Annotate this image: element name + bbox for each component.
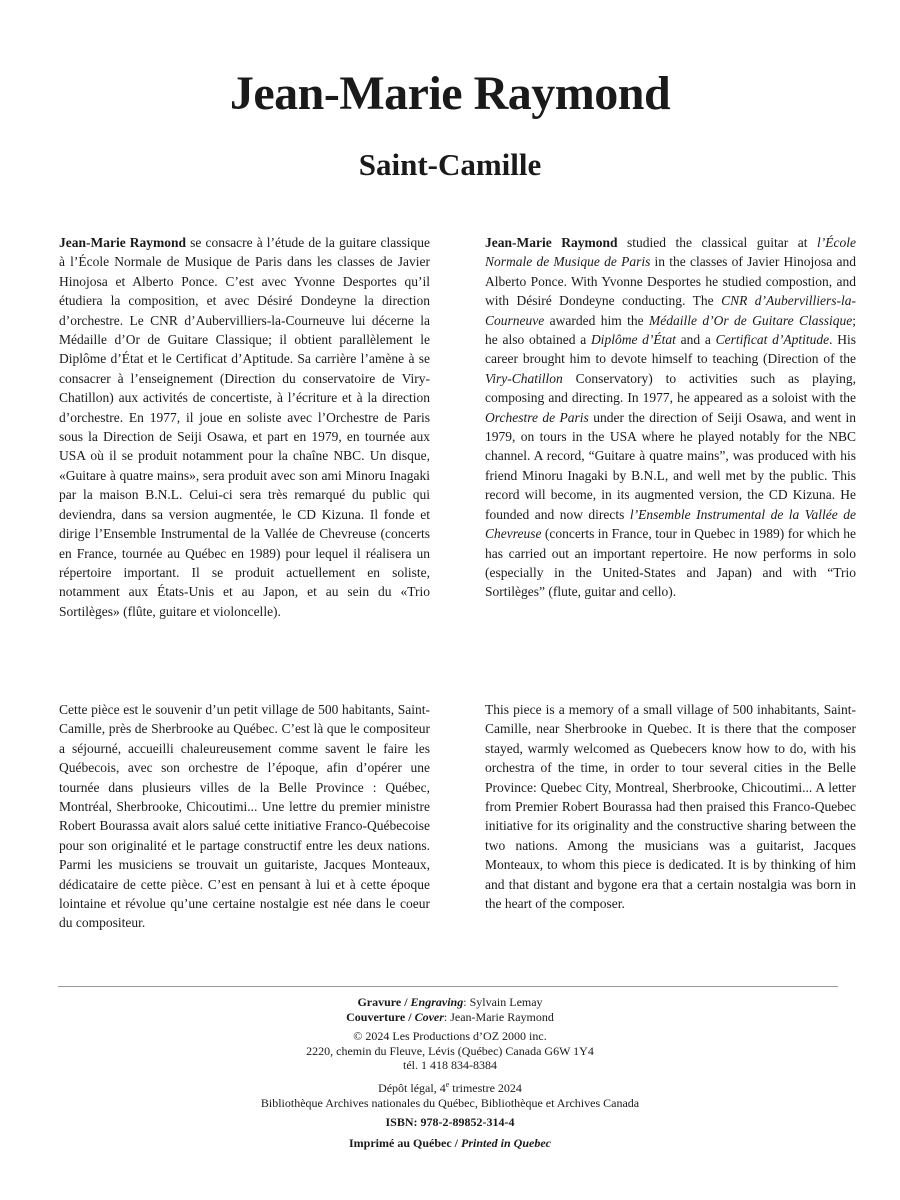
footer-divider — [58, 986, 838, 987]
copyright: © 2024 Les Productions d’OZ 2000 inc. — [353, 1029, 547, 1044]
biography-french-text: se consacre à l’étude de la guitare classique à l’École Normale de Musique de Paris dans les classes de Javier Hinojosa et Alberto Ponce. C’est avec Yvonne Desportes qu’il étudiera la composition, et avec Désiré Dondeyne la direction d’orchestre. Le CNR d’Aubervilliers-la-Courneuve lui décerne la Médaille d’Or de Guitare Classique; il obtient parallèlement le Diplôme d’État et le Certificat d’Aptitude. Sa carrière l’amène à se consacrer à l’enseignement (Direction du conservatoire de Viry-Chatillon) aux activités de concertiste, à l’écriture et à la direction d’orchestre. En 1977, il joue en soliste avec l’Orchestre de Paris sous la Direction de Seiji Osawa, et part en 1979, en tournée aux USA où il se produit notamment pour la chaîne NBC. Un disque, «Guitare à quatre mains», sera produit avec son ami Minoru Inagaki par la maison B.N.L. Celui-ci sera très remarqué du public qui deviendra, dans sa version augmentée, le CD Kizuna. Il fonde et dirige l’Ensemble Instrumental de la Vallée de Chevreuse (concerts en France, tournée au Québec en 1989) pour lequel il réalisera un répertoire important. Il se produit actuellement en soliste, notamment aux États-Unis et au Japon, et au sein du «Trio Sortilèges» (flûte, guitare et violoncelle). — [59, 235, 431, 619]
italic-conservatory: Viry-Chatillon — [485, 370, 563, 386]
italic-school: l’École Normale de Musique de Paris — [485, 235, 857, 270]
italic-cnr: CNR d’Aubervilliers-la-Courneuve — [485, 293, 856, 328]
printed-in: Imprimé au Québec / Printed in Quebec — [349, 1135, 551, 1150]
isbn-block — [0, 1115, 900, 1130]
colophon — [0, 995, 900, 1150]
composer-name: Jean-Marie Raymond — [59, 235, 187, 250]
cover-credit: Couverture / Cover: Jean-Marie Raymond — [346, 1009, 554, 1024]
italic-orchestra: Orchestre de Paris — [485, 409, 589, 425]
publisher-address: 2220, chemin du Fleuve, Lévis (Québec) Canada G6W 1Y4 — [306, 1043, 594, 1058]
program-note-french: Cette pièce est le souvenir d’un petit village de 500 habitants, Saint-Camille, près de Sherbrooke au Québec. C’est là que le compositeur a séjourné, accueilli chaleureusement comme savent le faire les Québecois, avec son orchestre de l’époque, afin d’opérer une tournée dans plusieurs villes de la Belle Province : Québec, Montréal, Sherbrooke, Chicoutimi... Une lettre du premier ministre Robert Bourassa avait alors salué cette initiative Franco-Québecoise pour son originalité et le partage constructif entre les deux nations. Parmi les musiciens se trouvait un guitariste, Jacques Monteaux, dédicataire de cette pièce. C’est en pensant à lui et à cette époque lointaine et révolue qu’une certaine nostalgie est née dans le coeur du compositeur. — [59, 702, 430, 931]
program-note-english: This piece is a memory of a small village of 500 inhabitants, Saint-Camille, near Sherbrooke in Quebec. It is there that the composer stayed, warmly welcomed as Quebecers know how to do, with his orchestra of the time, in order to tour several cities in the Belle Province: Quebec City, Montreal, Sherbrooke, Chicoutimi... A letter from Premier Robert Bourassa had then praised this Franco-Quebec initiative for its originality and the constructive sharing between the two nations. Among the musicians was a guitarist, Jacques Monteaux, to whom this piece is dedicated. It is by thinking of him and that distant and bygone era that a certain nostalgia was born in the heart of the composer. — [485, 702, 856, 912]
isbn: ISBN: 978-2-89852-314-4 — [385, 1115, 515, 1130]
engraving-credit: Gravure / Engraving: Sylvain Lemay — [357, 995, 543, 1009]
italic-diploma: Diplôme d’État — [590, 332, 676, 348]
piece-title: Saint-Camille — [358, 147, 542, 182]
italic-certificate: Certificat d’Aptitude — [715, 332, 830, 348]
composer-name: Jean-Marie Raymond — [485, 235, 618, 250]
italic-ensemble: l’Ensemble Instrumental de la Vallée de Chevreuse — [485, 506, 856, 542]
page-title: Jean-Marie Raymond — [229, 67, 671, 120]
legal-deposit — [0, 1078, 900, 1110]
library-archives: Bibliothèque Archives nationales du Québec, Bibliothèque et Archives Canada — [260, 1095, 640, 1110]
legal-deposit-date: Dépôt légal, 4e trimestre 2024 — [378, 1079, 522, 1095]
biography-french — [59, 233, 430, 621]
italic-medal: Médaille d’Or de Guitare Classique — [648, 312, 853, 328]
biography-english: Jean-Marie Raymond studied the classical guitar at l’École Normale de Musique de Paris in the classes of Javier Hinojosa and Alberto Ponce. With Yvonne Desportes he studied compostion, and with Désiré Dondeyne conducting. The CNR d’Aubervilliers-la-Courneuve awarded him the Médaille d’Or de Guitare Classique; he also obtained a Diplôme d’État and a Certificat d’Aptitude. His career brought him to devote himself to teaching (Direction of the Viry-Chatillon Conservatory) to activities such as playing, composing and directing. In 1977, he appeared as a soloist with the Orchestre de Paris under the direction of Seiji Osawa, and went in 1979, on tours in the USA where he played notably for the NBC channel. A record, “Guitare à quatre mains”, was produced with his friend Minoru Inagaki by B.N.L, and well met by the public. This record will become, in its augmented version, the CD Kizuna. He founded and now directs l’Ensemble Instrumental de la Vallée de Chevreuse (concerts in France, tour in Quebec in 1989) for which he has carried out an important repertoire. He now performs in solo (especially in the United-States and Japan) and with “Trio Sortilèges” (flute, guitar and cello). — [485, 235, 857, 600]
publisher-info — [0, 1029, 900, 1073]
publisher-phone: tél. 1 418 834-8384 — [403, 1058, 497, 1073]
credits — [0, 995, 900, 1024]
